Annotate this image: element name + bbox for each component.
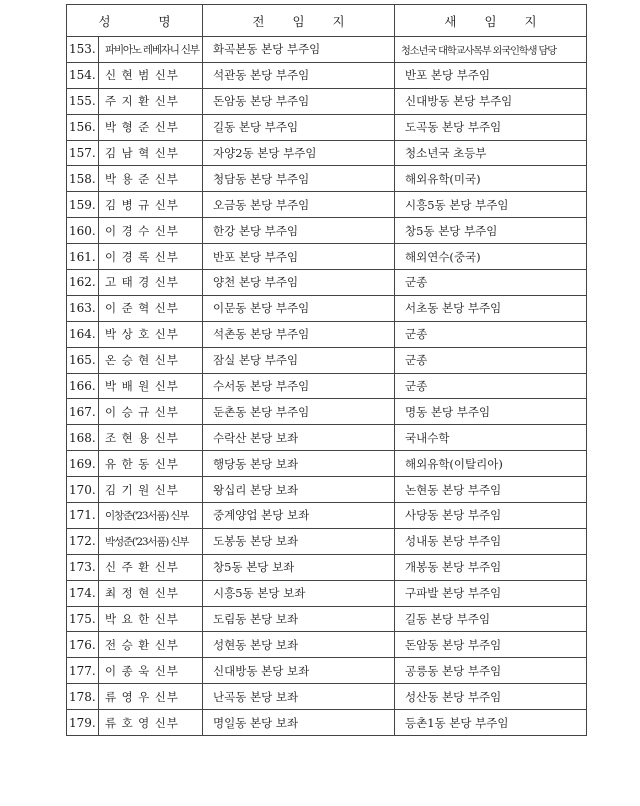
priest-name: 신 주 환 신부	[99, 554, 203, 580]
row-number: 154.	[67, 62, 99, 88]
new-post: 돈암동 본당 부주임	[395, 632, 587, 658]
priest-name: 파비아노 레베자니 신부	[99, 37, 203, 63]
new-post: 성산동 본당 부주임	[395, 684, 587, 710]
priest-name: 김 기 원 신부	[99, 477, 203, 503]
row-number: 169.	[67, 451, 99, 477]
new-post: 군종	[395, 347, 587, 373]
previous-post: 청담동 본당 부주임	[203, 166, 395, 192]
priest-name: 고 태 경 신부	[99, 270, 203, 296]
priest-name: 최 정 현 신부	[99, 580, 203, 606]
row-number: 156.	[67, 114, 99, 140]
previous-post: 한강 본당 부주임	[203, 218, 395, 244]
table-row	[67, 88, 587, 114]
priest-name: 박성준('23서품) 신부	[99, 528, 203, 554]
new-post: 구파발 본당 부주임	[395, 580, 587, 606]
row-number: 178.	[67, 684, 99, 710]
previous-post: 도림동 본당 보좌	[203, 606, 395, 632]
priest-name: 이 경 수 신부	[99, 218, 203, 244]
new-post: 등촌1동 본당 부주임	[395, 710, 587, 736]
table-row	[67, 528, 587, 554]
previous-post: 화곡본동 본당 부주임	[203, 37, 395, 63]
row-number: 161.	[67, 244, 99, 270]
new-post: 서초동 본당 부주임	[395, 295, 587, 321]
table-row	[67, 347, 587, 373]
row-number: 171.	[67, 503, 99, 529]
table-row	[67, 373, 587, 399]
previous-post: 이문동 본당 부주임	[203, 295, 395, 321]
priest-name: 박 용 준 신부	[99, 166, 203, 192]
previous-post: 잠실 본당 부주임	[203, 347, 395, 373]
table-row	[67, 477, 587, 503]
previous-post: 양천 본당 부주임	[203, 270, 395, 296]
table-row	[67, 399, 587, 425]
previous-post: 반포 본당 부주임	[203, 244, 395, 270]
new-post: 사당동 본당 부주임	[395, 503, 587, 529]
new-post: 창5동 본당 부주임	[395, 218, 587, 244]
new-post: 도곡동 본당 부주임	[395, 114, 587, 140]
priest-name: 박 배 원 신부	[99, 373, 203, 399]
table-row	[67, 321, 587, 347]
table-row	[67, 295, 587, 321]
previous-post: 중계양업 본당 보좌	[203, 503, 395, 529]
priest-name: 박 형 준 신부	[99, 114, 203, 140]
row-number: 162.	[67, 270, 99, 296]
previous-post: 둔촌동 본당 부주임	[203, 399, 395, 425]
row-number: 170.	[67, 477, 99, 503]
row-number: 168.	[67, 425, 99, 451]
table-row	[67, 632, 587, 658]
priest-name: 박 상 호 신부	[99, 321, 203, 347]
table-row	[67, 710, 587, 736]
table-row	[67, 684, 587, 710]
previous-post: 난곡동 본당 보좌	[203, 684, 395, 710]
priest-name: 류 호 영 신부	[99, 710, 203, 736]
appointments-sheet	[66, 4, 586, 736]
previous-post: 행당동 본당 보좌	[203, 451, 395, 477]
priest-name: 전 승 환 신부	[99, 632, 203, 658]
table-row	[67, 192, 587, 218]
table-header	[67, 5, 587, 37]
table-row	[67, 503, 587, 529]
new-post: 반포 본당 부주임	[395, 62, 587, 88]
priest-name: 이 승 규 신부	[99, 399, 203, 425]
new-post: 해외유학(미국)	[395, 166, 587, 192]
row-number: 158.	[67, 166, 99, 192]
table-row	[67, 658, 587, 684]
priest-name: 조 현 용 신부	[99, 425, 203, 451]
table-row	[67, 451, 587, 477]
row-number: 176.	[67, 632, 99, 658]
new-post: 공릉동 본당 부주임	[395, 658, 587, 684]
table-row	[67, 62, 587, 88]
priest-name: 신 현 범 신부	[99, 62, 203, 88]
row-number: 153.	[67, 37, 99, 63]
table-row	[67, 580, 587, 606]
table-row	[67, 554, 587, 580]
priest-name: 김 병 규 신부	[99, 192, 203, 218]
row-number: 164.	[67, 321, 99, 347]
table-row	[67, 425, 587, 451]
new-post: 청소년국 대학교사목부 외국인학생 담당	[395, 37, 587, 63]
row-number: 163.	[67, 295, 99, 321]
row-number: 173.	[67, 554, 99, 580]
priest-name: 박 요 한 신부	[99, 606, 203, 632]
priest-name: 이 종 욱 신부	[99, 658, 203, 684]
new-post: 군종	[395, 373, 587, 399]
column-header-new-post: 새 임 지	[395, 5, 587, 37]
previous-post: 시흥5동 본당 보좌	[203, 580, 395, 606]
new-post: 시흥5동 본당 부주임	[395, 192, 587, 218]
row-number: 157.	[67, 140, 99, 166]
new-post: 해외연수(중국)	[395, 244, 587, 270]
table-row	[67, 218, 587, 244]
new-post: 군종	[395, 270, 587, 296]
row-number: 165.	[67, 347, 99, 373]
row-number: 174.	[67, 580, 99, 606]
priest-name: 이창준('23서품) 신부	[99, 503, 203, 529]
table-row	[67, 166, 587, 192]
table-row	[67, 37, 587, 63]
previous-post: 돈암동 본당 부주임	[203, 88, 395, 114]
previous-post: 창5동 본당 보좌	[203, 554, 395, 580]
table-row	[67, 244, 587, 270]
previous-post: 수락산 본당 보좌	[203, 425, 395, 451]
previous-post: 수서동 본당 부주임	[203, 373, 395, 399]
priest-name: 온 승 현 신부	[99, 347, 203, 373]
column-header-name: 성 명	[67, 5, 203, 37]
priest-name: 류 영 우 신부	[99, 684, 203, 710]
row-number: 155.	[67, 88, 99, 114]
previous-post: 오금동 본당 부주임	[203, 192, 395, 218]
table-body	[67, 37, 587, 736]
new-post: 개봉동 본당 부주임	[395, 554, 587, 580]
table-row	[67, 270, 587, 296]
priest-name: 유 한 동 신부	[99, 451, 203, 477]
row-number: 166.	[67, 373, 99, 399]
new-post: 길동 본당 부주임	[395, 606, 587, 632]
priest-name: 이 경 록 신부	[99, 244, 203, 270]
priest-name: 김 남 혁 신부	[99, 140, 203, 166]
new-post: 군종	[395, 321, 587, 347]
previous-post: 길동 본당 부주임	[203, 114, 395, 140]
priest-name: 주 지 환 신부	[99, 88, 203, 114]
previous-post: 왕십리 본당 보좌	[203, 477, 395, 503]
priest-name: 이 준 혁 신부	[99, 295, 203, 321]
new-post: 명동 본당 부주임	[395, 399, 587, 425]
row-number: 159.	[67, 192, 99, 218]
previous-post: 성현동 본당 보좌	[203, 632, 395, 658]
row-number: 167.	[67, 399, 99, 425]
row-number: 172.	[67, 528, 99, 554]
table-row	[67, 114, 587, 140]
previous-post: 명일동 본당 보좌	[203, 710, 395, 736]
new-post: 논현동 본당 부주임	[395, 477, 587, 503]
new-post: 국내수학	[395, 425, 587, 451]
table-row	[67, 606, 587, 632]
new-post: 해외유학(이탈리아)	[395, 451, 587, 477]
appointments-table	[66, 4, 587, 736]
row-number: 177.	[67, 658, 99, 684]
new-post: 청소년국 초등부	[395, 140, 587, 166]
previous-post: 도봉동 본당 보좌	[203, 528, 395, 554]
previous-post: 신대방동 본당 보좌	[203, 658, 395, 684]
new-post: 성내동 본당 부주임	[395, 528, 587, 554]
row-number: 160.	[67, 218, 99, 244]
previous-post: 자양2동 본당 부주임	[203, 140, 395, 166]
row-number: 179.	[67, 710, 99, 736]
new-post: 신대방동 본당 부주임	[395, 88, 587, 114]
previous-post: 석촌동 본당 부주임	[203, 321, 395, 347]
row-number: 175.	[67, 606, 99, 632]
column-header-previous-post: 전 임 지	[203, 5, 395, 37]
previous-post: 석관동 본당 부주임	[203, 62, 395, 88]
table-row	[67, 140, 587, 166]
